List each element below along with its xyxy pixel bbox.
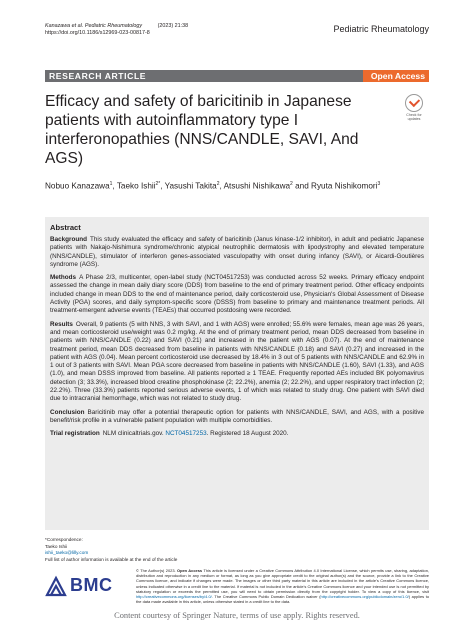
check-updates-label: Check for updates [406,113,422,121]
cc-by-link[interactable]: http://creativecommons.org/licenses/by/4.0/ [136,594,212,600]
license-text: This article is licensed under a Creative Commons Attribution 4.0 International License, which permits use, sharing, adaptation, distribution and reproduction in any medium or format, as long as you give appropriate credit to the original author(s) and the source, provide a link to the Creative Commons licence, and indicate if changes were made. The images or other third party material in this article are included in the article's Creative Commons licence, unless indicated otherwise in a credit line to the material. If material is not included in the article's Creative Commons licence and your intended use is not permitted by statutory regulation or exceeds the permitted use, you will need to obtain permission directly from the copyright holder. To view a copy of this licence, visit [136,568,429,594]
abstract-heading: Abstract [50,223,81,232]
trial-id-link[interactable]: NCT04517253 [165,430,207,438]
author-name[interactable]: Nobuo Kanazawa [45,181,110,191]
license-mid: . The Creative Commons Public Domain Dedication waiver ( [211,594,321,600]
conclusion-text: Baricitinib may offer a potential therapeutic option for patients with NNS/CANDLE, SAVI, and AGS, with a positive benefit/risk profile in a vulnerable patient population with multiple comorbidities. [50,408,424,424]
springer-footer: Content courtesy of Springer Nature, terms of use apply. Rights reserved. [114,611,360,620]
author-list: Nobuo Kanazawa$^1$, Taeko Ishii$^{2*}$, Yasushi Takita$^2$, Atsushi Nishikawa$^2$ and Ryuta Nishikomori$^3$ [45,181,381,191]
authors-conjunction: and [295,181,309,191]
background-text: This study evaluated the efficacy and safety of baricitinib (Janus kinase-1/2 inhibitor), in adult and pediatric Japanese patients with Nakajo-Nishimura syndrome/chronic atypical neutrophilic dermatosis with lipodystrophy and elevated temperature (NNS/CANDLE), stimulator of interferon genes-associated vasculopathy with onset during infancy (SAVI), or Aicardi-Goutières syndrome (AGS). [50,236,424,268]
check-updates-icon [405,94,423,112]
article-title: Efficacy and safety of baricitinib in Japanese patients with autoinflammatory type I interferonopathies (NNS/CANDLE, SAVI, And AGS) [45,93,359,167]
license-open-access: Open Access [177,568,203,573]
abstract-box [45,217,429,530]
background-label: Background [50,236,88,243]
author-name[interactable]: Taeko Ishii [116,181,156,191]
author-name[interactable]: Atsushi Nishikawa [223,181,291,191]
correspondence-footnote [45,537,177,563]
trial-prefix: NLM clinicaltrials.gov. [102,430,164,438]
trial-suffix: . Registered 18 August 2020. [206,430,289,438]
correspondence-email[interactable]: ishii_taeko@lilly.com [45,550,89,556]
correspondence-name: Taeko Ishii [45,543,68,549]
bmc-logo-icon [45,575,67,597]
abstract-trial-registration [50,430,424,438]
bmc-logo-text: BMC [70,575,113,595]
license-copyright: © The Author(s) 2023. [136,568,176,573]
abstract-conclusion [50,409,424,426]
doi-link[interactable]: https://doi.org/10.1186/s12969-023-00817-8 [45,30,150,36]
citation-journal: Pediatric Rheumatology [84,23,143,29]
open-access-badge: Open Access [363,70,429,82]
citation-authors: Kanazawa et al. [45,23,84,29]
results-text: Overall, 9 patients (5 with NNS, 3 with SAVI, and 1 with AGS) were enrolled; 55.6% were females, mean age was 26 years, and mean corticosteroid use/weight was 0.2 mg/kg. At the end of primary treatment period, mean DDS decreased from baseline in patients with NNS/CANDLE (0.22) and SAVI (0.21) and increased in the patient with AGS (0.07). At the end of maintenance treatment period, mean DDS decreased from baseline in patients with NNS/CANDLE (0.18) and SAVI (0.27) and increased in the patient with AGS (0.04). Mean percent corticosteroid use decreased by 18.4% in 3 out of 5 patients with NNS/CANDLE and 62.9% in 1 out of 3 patients with SAVI. Mean PGA score decreased from baseline in patients with NNS/CANDLE (1.60), SAVI (1.33), and AGS (1.0), and mean DSSS improved from baseline. All patients reported ≥ 1 TEAE. Frequently reported AEs included BK polyomavirus detection (3; 33.3%), increased blood creatine phosphokinase (2; 22.2%), anemia (2; 22.2%), and upper respiratory tract infection (2; 22.2%). Three (33.3%) patients reported serious adverse events, 1 of which was related to study drug. One patient with SAVI died due to intracranial hemorrhage, which was not related to study drug. [50,320,424,403]
check-for-updates-button[interactable] [400,94,428,121]
abstract-background [50,236,424,269]
license-end: ) applies to the data made available in this article, unless otherwise stated in a credit line to the data. [136,594,430,605]
article-banner [45,70,429,82]
license-statement [136,568,429,604]
methods-label: Methods [50,274,77,282]
author-name[interactable]: Ryuta Nishikomori [311,181,378,191]
abstract-methods [50,274,424,315]
running-header-citation [45,23,188,37]
citation-volume: (2023) 21:38 [157,23,189,29]
conclusion-label: Conclusion [50,408,85,416]
cc-zero-link[interactable]: http://creativecommons.org/publicdomain/zero/1.0/ [320,594,409,600]
correspondence-label: *Correspondence: [45,537,83,542]
affiliations-note: Full list of author information is available at the end of the article [45,556,178,562]
article-type: RESEARCH ARTICLE [49,71,147,81]
results-label: Results [50,320,73,328]
methods-text: A Phase 2/3, multicenter, open-label study (NCT04517253) was conducted across 52 weeks. Primary efficacy endpoint assessed the change in mean daily diary score (DDS) from baseline to the end of primary treatment period. Other efficacy endpoints included change in mean DDS to the end of maintenance period, daily corticosteroid use, Physician's Global Assessment of Disease Activity (PGA) scores, and daily symptom-specific score (DSSS) from baseline to primary and maintenance treatment periods. All treatment-emergent adverse events (TEAEs) that occurred postdosing were recorded. [50,274,424,315]
trial-registration-label: Trial registration [50,430,100,438]
author-name[interactable]: Yasushi Takita [164,181,217,191]
journal-name: Pediatric Rheumatology [333,24,429,34]
abstract-results [50,321,424,404]
